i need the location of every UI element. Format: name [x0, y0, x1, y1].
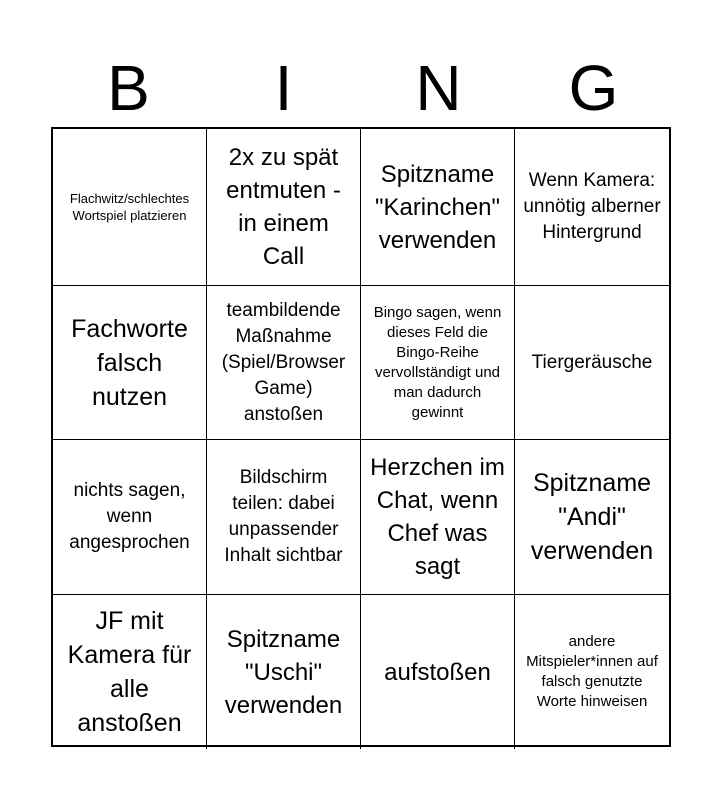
- bingo-header: [51, 48, 671, 128]
- bingo-cell-text: nichts sagen, wenn angesprochen: [69, 480, 190, 553]
- bingo-cell-7[interactable]: [361, 286, 515, 440]
- bingo-cell-text: Flachwitz/schlechtes Wortspiel platzieren: [69, 191, 190, 223]
- bingo-cell-text: Wenn Kamera: unnötig alberner Hintergrund: [523, 170, 661, 243]
- bingo-cell-text: Spitzname "Andi" verwenden: [530, 469, 654, 565]
- bingo-cell-11[interactable]: [361, 440, 515, 595]
- bingo-cell-text: Fachworte falsch nutzen: [71, 314, 188, 411]
- bingo-cell-6[interactable]: [207, 286, 361, 440]
- bingo-cell-text: andere Mitspieler*innen auf falsch genutzte Worte hinweisen: [526, 633, 658, 710]
- bingo-cell-5[interactable]: [53, 286, 207, 440]
- bingo-cell-14[interactable]: [207, 595, 361, 749]
- bingo-cell-10[interactable]: [207, 440, 361, 595]
- bingo-cell-15[interactable]: [361, 595, 515, 749]
- bingo-cell-3[interactable]: [361, 129, 515, 286]
- header-letter-b: B: [107, 52, 150, 124]
- bingo-cell-text: aufstoßen: [384, 658, 491, 686]
- bingo-cell-16[interactable]: [515, 595, 669, 749]
- bingo-cell-text: 2x zu spät entmuten - in einem Call: [226, 144, 341, 270]
- bingo-cell-text: Spitzname "Karinchen" verwenden: [374, 160, 501, 254]
- bingo-cell-13[interactable]: [53, 595, 207, 749]
- bingo-cell-4[interactable]: [515, 129, 669, 286]
- bingo-cell-text: Bildschirm teilen: dabei unpassender Inhalt sichtbar: [224, 467, 343, 566]
- header-letter-g: G: [568, 52, 619, 124]
- bingo-cell-text: JF mit Kamera für alle anstoßen: [67, 607, 192, 737]
- bingo-cell-text: teambildende Maßnahme (Spiel/Browser Game) anstoßen: [221, 299, 346, 425]
- bingo-cell-1[interactable]: [53, 129, 207, 286]
- bingo-cell-12[interactable]: [515, 440, 669, 595]
- bingo-cell-9[interactable]: [53, 440, 207, 595]
- bingo-cell-text: Bingo sagen, wenn dieses Feld die Bingo-Reihe vervollständigt und man dadurch gewinnt: [373, 303, 502, 421]
- header-letter-i: I: [274, 52, 293, 124]
- bingo-cell-text: Herzchen im Chat, wenn Chef was sagt: [370, 454, 505, 580]
- header-letter-n: N: [415, 52, 462, 124]
- bingo-cell-text: Spitzname "Uschi" verwenden: [224, 625, 343, 719]
- bingo-cell-2[interactable]: [207, 129, 361, 286]
- bingo-board: [51, 127, 671, 747]
- bingo-cell-8[interactable]: [515, 286, 669, 440]
- bingo-cell-text: Tiergeräusche: [531, 351, 653, 373]
